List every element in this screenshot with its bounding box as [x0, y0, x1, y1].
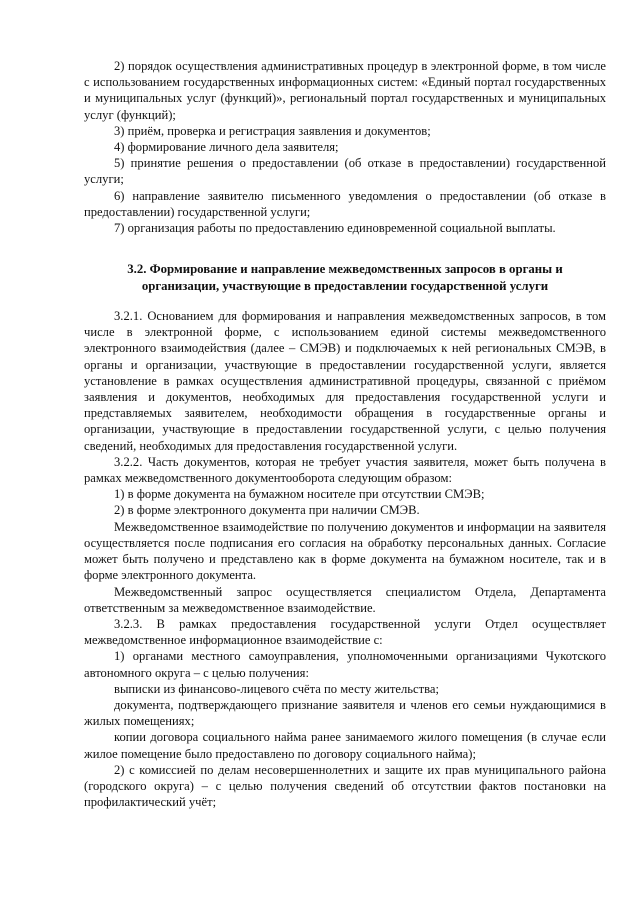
paragraph-b6: 3.2.3. В рамках предоставления государственной услуги Отдел осуществляет межведомственное информационное взаимодействие с: [84, 616, 606, 648]
paragraph-b7: 1) органами местного самоуправления, уполномоченными организациями Чукотского автономного округа – с целью получения: [84, 649, 606, 680]
paragraph-b8: выписки из финансово-лицевого счёта по месту жительства; [114, 681, 439, 696]
paragraph-a0: 2) порядок осуществления административных процедур в электронной форме, в том числе с использованием государственных информационных систем: «Единый портал государственных и муниципальных услуг (функций)», региональный портал государственных и муниципальных услуг (функций); [84, 59, 606, 122]
paragraph-b3: 2) в форме электронного документа при наличии СМЭВ. [114, 503, 420, 518]
section-heading-line2: организации, участвующие в предоставлении государственной услуги [141, 278, 549, 293]
paragraph-a2: 4) формирование личного дела заявителя; [114, 140, 339, 155]
paragraph-a5: 7) организация работы по предоставлению единовременной социальной выплаты. [114, 221, 556, 236]
paragraph-b9: документа, подтверждающего признание заявителя и членов его семьи нуждающимися в жилых помещениях; [84, 697, 606, 729]
paragraph-b11: 2) с комиссией по делам несовершеннолетних и защите их прав муниципального района (городского округа) – с целью получения сведений об отсутствии фактов постановки на профилактический учёт; [84, 762, 606, 810]
paragraph-b10: копии договора социального найма ранее занимаемого жилого помещения (в случае если жилое помещение было предоставлено по договору социального найма); [84, 730, 606, 761]
paragraph-b1: 3.2.2. Часть документов, которая не требует участия заявителя, может быть получена в рамках межведомственного документооборота следующим образом: [84, 454, 606, 486]
section-heading-line1: 3.2. Формирование и направление межведомственных запросов в органы и [127, 262, 563, 277]
paragraph-b2: 1) в форме документа на бумажном носителе при отсутствии СМЭВ; [114, 487, 485, 502]
paragraph-a1: 3) приём, проверка и регистрация заявления и документов; [114, 123, 431, 138]
paragraph-a4: 6) направление заявителю письменного уведомления о предоставлении (об отказе в предоставлении) государственной услуги; [84, 188, 606, 219]
paragraph-b4: Межведомственное взаимодействие по получению документов и информации на заявителя осуществляется после подписания его согласия на обработку персональных данных. Согласие может быть получено и представлено как в форме документа на бумажном носителе, так и в форме электронного документа. [84, 519, 606, 583]
paragraph-b5: Межведомственный запрос осуществляется специалистом Отдела, Департамента ответственным за межведомственное взаимодействие. [84, 584, 606, 615]
paragraph-a3: 5) принятие решения о предоставлении (об отказе в предоставлении) государственной услуги; [84, 156, 606, 187]
document-page [84, 58, 606, 810]
section-heading [84, 261, 606, 294]
paragraph-b0: 3.2.1. Основанием для формирования и направления межведомственных запросов, в том числе в электронной форме, с использованием единой системы межведомственного электронного взаимодействия (далее – СМЭВ) и подключаемых к ней региональных СМЭВ, в органы и организации, участвующие в предоставлении государственной услуги, является установление в рамках осуществления административной процедуры, связанной с приёмом заявления и документов, необходимых для предоставления государственной услуги и представляемых заявителем, необходимости обращения в государственные органы и организации, участвующие в предоставлении государственной услуги, с целью получения сведений, необходимых для предоставления государственной услуги. [84, 309, 606, 453]
